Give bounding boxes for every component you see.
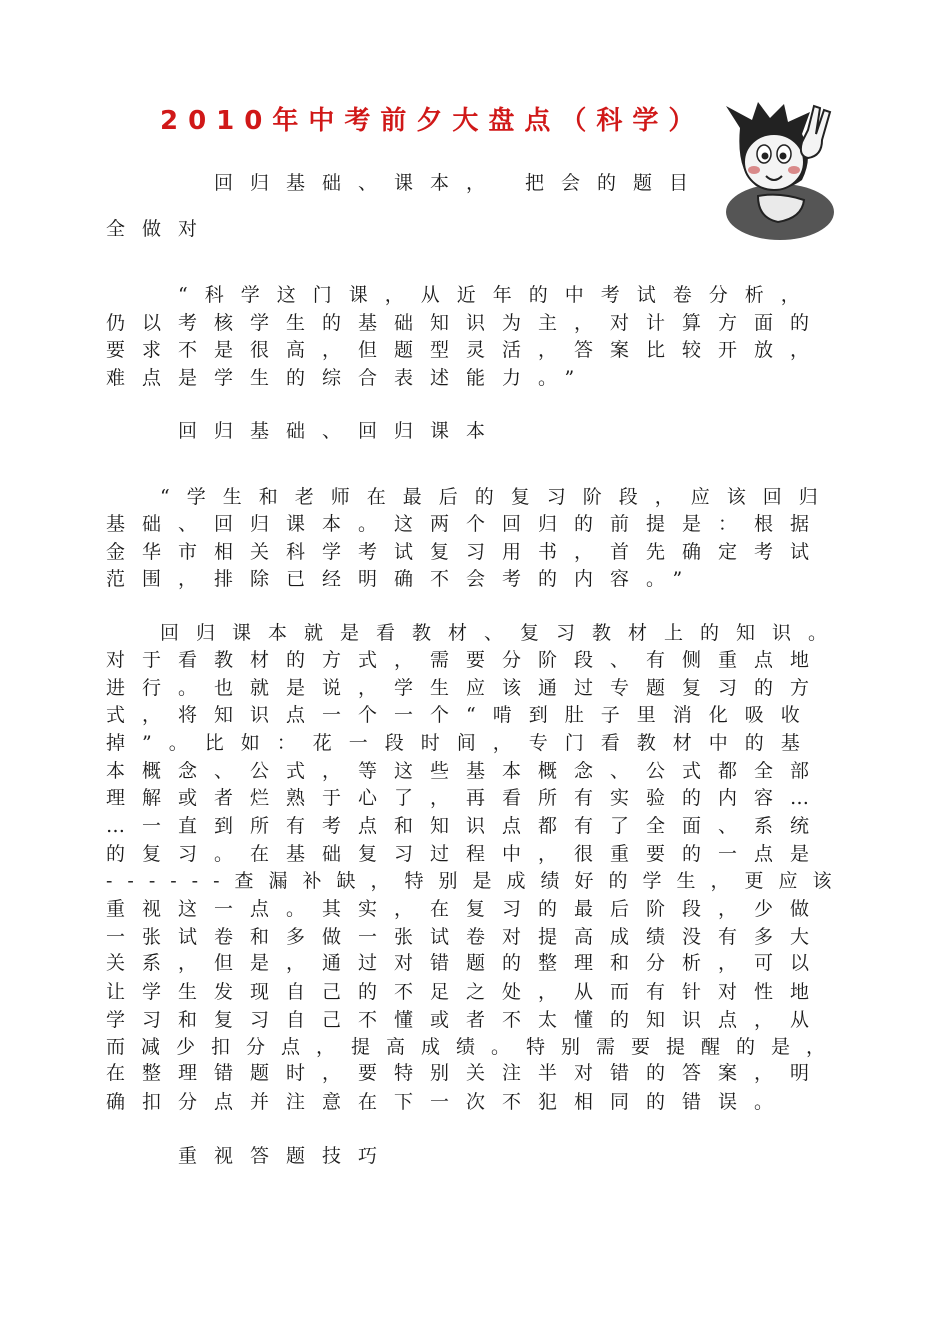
intro-line-2: 全做对 — [106, 218, 215, 240]
paragraph-line: 掉”。比如：花一段时间，专门看教材中的基 — [106, 732, 817, 754]
paragraph-line: 关系，但是，通过对错题的整理和分析，可以 — [106, 952, 827, 974]
paragraph-line: 让学生发现自己的不足之处，从而有针对性地 — [106, 981, 827, 1003]
section-heading: 重视答题技巧 — [178, 1145, 395, 1167]
paragraph-line: 对于看教材的方式，需要分阶段、有侧重点地 — [106, 649, 827, 671]
paragraph-line: ------查漏补缺，特别是成绩好的学生，更应该 — [106, 870, 847, 892]
cartoon-boy-peace-sign-icon — [718, 100, 836, 242]
quote1-line: 难点是学生的综合表述能力。” — [106, 367, 592, 389]
paragraph-line: 的复习。在基础复习过程中，很重要的一点是 — [106, 843, 827, 865]
paragraph-line: 一张试卷和多做一张试卷对提高成绩没有多大 — [106, 926, 827, 948]
page-title: 2010年中考前夕大盘点（科学） — [160, 106, 705, 136]
quote2-line: 金华市相关科学考试复习用书，首先确定考试 — [106, 541, 827, 563]
paragraph-line: 理解或者烂熟于心了，再看所有实验的内容… — [106, 787, 827, 809]
paragraph-line: 本概念、公式，等这些基本概念、公式都全部 — [106, 760, 827, 782]
paragraph-line: 式，将知识点一个一个“啃到肚子里消化吸收 — [106, 704, 817, 726]
paragraph-line: 回归课本就是看教材、复习教材上的知识。 — [160, 622, 845, 644]
paragraph-line: …一直到所有考点和知识点都有了全面、系统 — [106, 815, 827, 837]
intro-line-1: 回归基础、课本， 把会的题目 — [214, 172, 706, 194]
quote2-line: “学生和老师在最后的复习阶段，应该回归 — [160, 486, 835, 508]
paragraph-line: 而减少扣分点，提高成绩。特别需要提醒的是， — [106, 1036, 842, 1058]
paragraph-line: 学习和复习自己不懂或者不太懂的知识点，从 — [106, 1009, 827, 1031]
quote2-line: 范围，排除已经明确不会考的内容。” — [106, 568, 700, 590]
quote2-line: 基础、回归课本。这两个回归的前提是：根据 — [106, 513, 827, 535]
quote1-line: 要求不是很高，但题型灵活，答案比较开放， — [106, 339, 827, 361]
section-heading: 回归基础、回归课本 — [178, 420, 503, 442]
paragraph-line: 重视这一点。其实，在复习的最后阶段，少做 — [106, 898, 827, 920]
quote1-line: 仍以考核学生的基础知识为主，对计算方面的 — [106, 312, 827, 334]
quote1-line: “科学这门课，从近年的中考试卷分析， — [178, 284, 817, 306]
paragraph-line: 进行。也就是说，学生应该通过专题复习的方 — [106, 677, 827, 699]
paragraph-line: 确扣分点并注意在下一次不犯相同的错误。 — [106, 1091, 791, 1113]
paragraph-line: 在整理错题时，要特别关注半对错的答案，明 — [106, 1062, 827, 1084]
